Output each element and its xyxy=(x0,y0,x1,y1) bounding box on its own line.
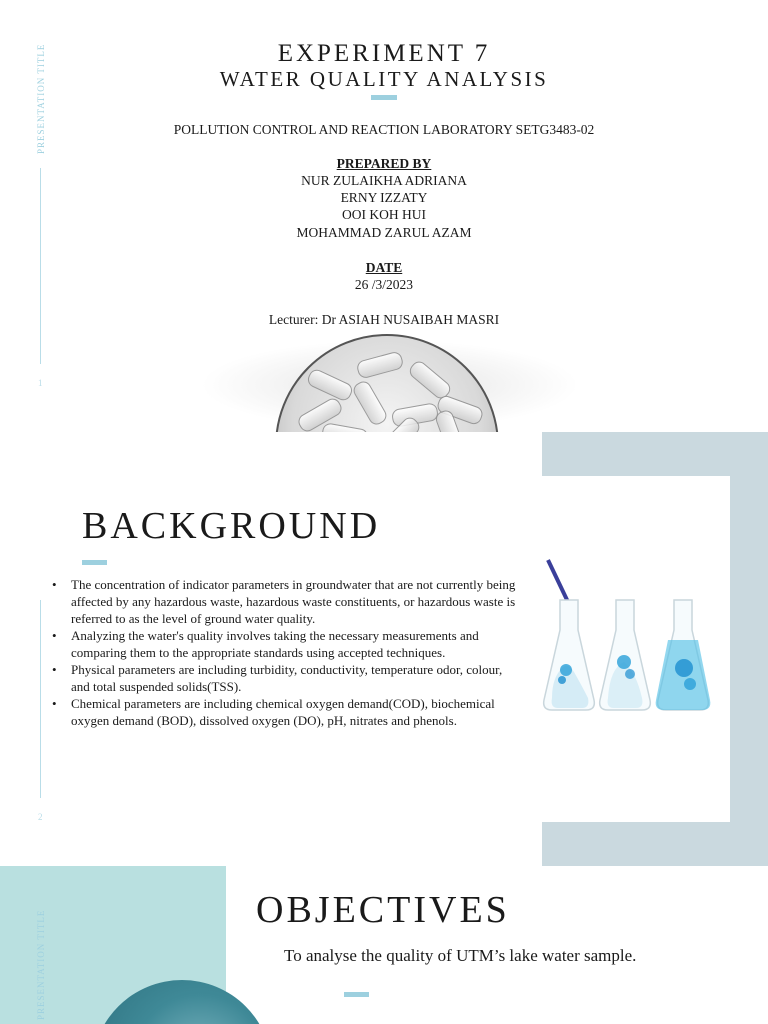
flask-icon xyxy=(656,600,711,710)
background-slide xyxy=(0,432,768,866)
flask-icon xyxy=(600,600,651,710)
bullet-item: • Physical parameters are including turbidity, conductivity, temperature odor, colour, and total suspended solids(TSS). xyxy=(52,661,522,695)
flask-icon xyxy=(544,600,595,710)
flasks-image xyxy=(538,558,718,738)
date-label: DATE xyxy=(365,260,403,275)
accent-bar xyxy=(371,95,397,100)
lecturer-line: Lecturer: Dr ASIAH NUSAIBAH MASRI xyxy=(268,312,500,327)
slide-title: OBJECTIVES xyxy=(256,889,510,931)
page-number: 1 xyxy=(38,378,43,388)
bullet-item: • The concentration of indicator parameters in groundwater that are not currently being affected by any hazardous waste, hazardous waste constituents, or hazardous waste is referred to as the level of ground water quality. xyxy=(52,576,522,627)
bullet-list xyxy=(52,576,522,729)
slide-title: EXPERIMENT 7 xyxy=(277,40,491,67)
date-value: 26 /3/2023 xyxy=(354,277,414,292)
title-slide xyxy=(0,0,768,432)
prepared-by-label: PREPARED BY xyxy=(336,156,432,171)
side-divider xyxy=(40,600,41,798)
author-name: NUR ZULAIKHA ADRIANA xyxy=(301,173,467,188)
side-label: PRESENTATION TITLE xyxy=(36,909,46,1020)
slide-title: BACKGROUND xyxy=(82,505,381,547)
objectives-slide xyxy=(0,866,768,1024)
bullet-item: • Chemical parameters are including chemical oxygen demand(COD), biochemical oxygen demand (BOD), dissolved oxygen (DO), pH, nitrates and phenols. xyxy=(52,695,522,729)
accent-bar xyxy=(82,560,107,565)
accent-bar xyxy=(344,992,369,997)
page-number: 2 xyxy=(38,812,43,822)
slide-subtitle: WATER QUALITY ANALYSIS xyxy=(219,67,549,91)
side-label: PRESENTATION TITLE xyxy=(36,43,46,154)
author-name: ERNY IZZATY xyxy=(340,190,428,205)
objective-text: To analyse the quality of UTM’s lake water sample. xyxy=(284,946,637,965)
bullet-item: • Analyzing the water's quality involves taking the necessary measurements and comparing them to the appropriate standards using accepted techniques. xyxy=(52,627,522,661)
course-line: POLLUTION CONTROL AND REACTION LABORATORY SETG3483-02 xyxy=(173,122,595,137)
author-name: OOI KOH HUI xyxy=(342,207,426,222)
author-name: MOHAMMAD ZARUL AZAM xyxy=(296,225,472,240)
